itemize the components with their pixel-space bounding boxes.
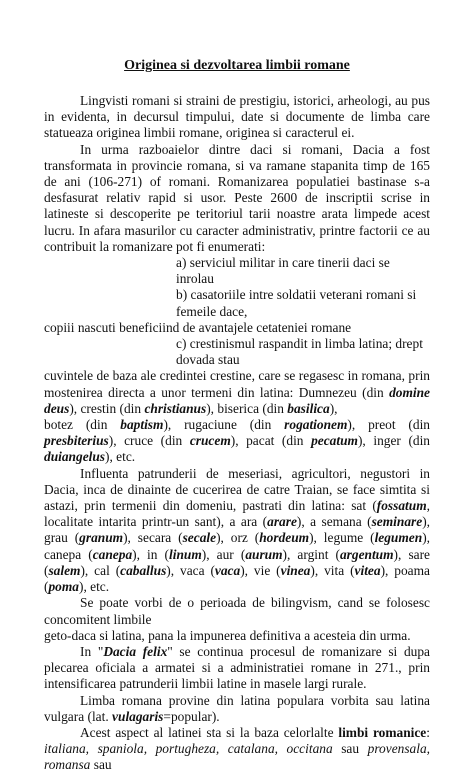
list-item-marriages-continued: copiii nascuti beneficiind de avantajele cetateniei romane bbox=[44, 319, 352, 335]
latin-term: arare bbox=[267, 514, 297, 530]
latin-term: aurum bbox=[245, 546, 283, 562]
latin-term: basilica bbox=[287, 400, 330, 416]
latin-term: crucem bbox=[189, 433, 231, 449]
latin-term: poma bbox=[48, 579, 79, 595]
latin-term: pecatum bbox=[311, 433, 358, 449]
list-item-military: a) serviciul militar in care tinerii daci se inrolau bbox=[176, 255, 390, 287]
latin-term: vaca bbox=[214, 562, 241, 578]
latin-term: linum bbox=[169, 546, 202, 562]
paragraph-christian-terms: cuvintele de baza ale credintei crestine, care se regasesc in romana, prin mostenirea directa a unor termeni din latina: Dumnezeu (din domine deus), crestin (din christianus), biserica (din basilica), botez (din baptism), rugaciune (din rogationem), preot (din presbiterius), cruce (din crucem), pacat (din pecatum), inger (din duiangelus), etc. bbox=[44, 368, 431, 465]
latin-term: canepa bbox=[92, 546, 133, 562]
paragraph-bilingualism: Se poate vorbi de o perioada de bilingvism, cand se folosesc concomitent limbile bbox=[44, 595, 430, 627]
latin-term: salem bbox=[48, 562, 81, 578]
latin-term: seminare bbox=[371, 514, 423, 530]
latin-term: duiangelus bbox=[44, 449, 106, 465]
emphasis-term: limbi romanice bbox=[338, 724, 427, 740]
language-list: provensala, romansa bbox=[44, 741, 430, 773]
latin-term: caballus bbox=[120, 562, 167, 578]
latin-term: vinea bbox=[280, 562, 311, 578]
paragraph-intro: Lingvisti romani si straini de prestigiu, istorici, arheologi, au pus in evidenta, in decursul timpului, date si documente de limba care statueaza originea limbii romane, originea si caracterul ei. bbox=[44, 93, 430, 141]
latin-term: secale bbox=[182, 530, 217, 546]
latin-term: christianus bbox=[144, 400, 207, 416]
latin-term: rogationem bbox=[284, 417, 348, 433]
paragraph-bilingualism-continued: geto-daca si latina, pana la impunerea definitiva a acesteia din urma. bbox=[44, 627, 411, 643]
language-list: italiana, spaniola, portugheza, catalana, occitana bbox=[44, 741, 333, 757]
list-item-christianity: c) crestinismul raspandit in limba latina; drept dovada stau bbox=[176, 336, 423, 368]
paragraph-romanization: In urma razboaielor dintre daci si romani, Dacia a fost transformata in provincie romana, si va ramane stapanita timp de 165 de ani (106-271) of romani. Romanizarea populatiei bastinase s-a desfasurat relativ rapid si usor. Peste 2600 de inscriptii scrise in latineste si descoperite pe teritoriul tarii noastre arata limpede acest lucru. In afara masurilor cu caracter administrativ, printre factorii ce au contribuit la romanizare pot fi enumerati: bbox=[44, 141, 430, 254]
paragraph-trade-terms: Influenta patrunderii de meseriasi, agricultori, negustori in Dacia, inca de dinainte de cucerirea de catre Traian, se face simtita si astazi, prin termenii din domeniu, pastrati din latina: sat (fossatum, localitate intarita printr-un sant), a ara (arare), a semana (seminare), grau (granum), secara (secale), orz (hordeum), legume (legumen), canepa (canepa), in (linum), aur (aurum), argint (argentum), sare (salem), cal (caballus), vaca (vaca), vie (vinea), vita (vitea), poama (poma), etc. bbox=[44, 465, 431, 595]
latin-term: domine deus bbox=[44, 384, 430, 416]
latin-term: presbiterius bbox=[44, 433, 109, 449]
list-item-marriages: b) casatoriile intre soldatii veterani romani si femeile dace, bbox=[176, 287, 417, 319]
document-body bbox=[44, 93, 430, 774]
latin-term: vulagaris bbox=[112, 708, 164, 724]
paragraph-romance-languages: Acest aspect al latinei sta si la baza celorlalte limbi romanice: italiana, spaniola, portugheza, catalana, occitana sau provensala, romansa sau bbox=[44, 724, 430, 773]
latin-term: hordeum bbox=[259, 530, 310, 546]
latin-term: Dacia felix bbox=[103, 643, 168, 659]
document-title: Originea si dezvoltarea limbii romane bbox=[124, 58, 350, 73]
paragraph-dacia-felix: In "Dacia felix" se continua procesul de romanizare si dupa plecarea oficiala a armatei si a administratiei romane in 271., prin intensificarea patrunderii limbii latine in masele largi rurale. bbox=[44, 643, 430, 692]
latin-term: legumen bbox=[374, 530, 423, 546]
latin-term: granum bbox=[79, 530, 124, 546]
latin-term: vitea bbox=[354, 562, 381, 578]
paragraph-vulgar-latin: Limba romana provine din latina populara vorbita sau latina vulgara (lat. vulagaris=popular). bbox=[44, 692, 430, 724]
latin-term: baptism bbox=[120, 417, 164, 433]
latin-term: argentum bbox=[339, 546, 394, 562]
latin-term: fossatum bbox=[376, 498, 427, 514]
